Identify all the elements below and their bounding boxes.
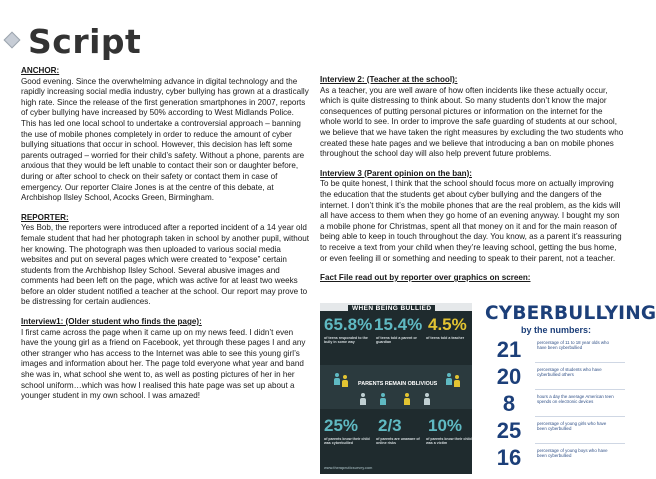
stat-value: 25% xyxy=(324,416,359,435)
anchor-heading: ANCHOR: xyxy=(21,66,60,75)
number-caption: percentage of 11 to 18 year olds who have been cyberbullied xyxy=(537,340,609,351)
number-value: 16 xyxy=(496,445,522,470)
slide-bullet-icon xyxy=(4,32,21,49)
stat-value: 65.8% xyxy=(324,315,373,334)
parent-figure-icon xyxy=(334,373,340,385)
slide-title: Script xyxy=(28,22,142,61)
number-caption: percentage of young girls who have been cyberbullied xyxy=(537,421,607,432)
stat-caption: of parents know their child was cyberbullied xyxy=(324,437,370,446)
child-figure-icon xyxy=(404,393,410,405)
stat-value: 4.5% xyxy=(428,315,467,334)
stat-caption: of parents are unaware of online risks xyxy=(376,437,420,446)
parents-band xyxy=(320,365,472,409)
child-figure-icon xyxy=(424,393,430,405)
row-divider xyxy=(535,416,625,417)
right-column xyxy=(320,75,625,293)
anchor-section xyxy=(21,66,309,204)
fact-file-section xyxy=(320,273,625,284)
stat-caption: of parents know their child was a victim xyxy=(426,437,472,446)
interview2-section xyxy=(320,75,625,160)
interview3-text: To be quite honest, I think that the school should focus more on actually improving the education that the students get about cyber bullying and the dangers of the internet. I don’t think it’s the mobile phones that are the real problem, as the kids will all have access to them when they go home of an evening anyway. I bought my son a mobile phone for Christmas, spent all that money on it and for the main reason of being able to keep in touch throughout the day. You know, as a parent it’s reassuring to receive a text from your child when they’re leaving school, getting the bus home, or even feeling ill or something and needing to speak to their parent, not a teacher. xyxy=(320,179,622,263)
fact-file-heading: Fact File read out by reporter over graphics on screen: xyxy=(320,273,531,283)
number-caption: hours a day the average American teen spends on electronic devices xyxy=(537,394,614,405)
cyberbullying-subtitle: by the numbers: xyxy=(521,325,592,335)
number-value: 21 xyxy=(496,337,522,362)
number-caption: percentage of young boys who have been cyberbullied xyxy=(537,448,608,459)
parent-figure-icon xyxy=(454,375,460,387)
stat-caption: of teens told a parent or guardian xyxy=(376,336,417,345)
parent-figure-icon xyxy=(342,375,348,387)
cyberbullying-title: CYBERBULLYING xyxy=(485,303,656,324)
parents-label: PARENTS REMAIN OBLIVIOUS xyxy=(358,381,438,387)
interview3-section xyxy=(320,169,625,264)
infographic-header: WHEN BEING BULLIED xyxy=(348,305,435,312)
bullying-infographic xyxy=(320,303,472,474)
stat-caption: of teens told a teacher xyxy=(426,336,465,340)
stat-value: 2/3 xyxy=(378,416,402,435)
row-divider xyxy=(535,389,625,390)
reporter-text: Yes Bob, the reporters were introduced after a reported incident of a 14 year old female student that had her photograph taken in school by another pupil, without her knowing. The photograph was then uploaded to various social media websites and put on several pages which were created to “expose” certain students from the Archbishop Ilsley School. Several abusive images and comments had been left on the page, which was active for at least two weeks before an older student notified a teacher at the school. Our report may prove to be distressing for certain audiences. xyxy=(21,223,309,307)
number-value: 8 xyxy=(502,391,516,416)
interview2-heading: Interview 2: (Teacher at the school): xyxy=(320,75,458,84)
interview2-text: As a teacher, you are well aware of how often incidents like these actually occur, which is quite distressing to think about. So many students don’t know the major consequences of putting personal pictures or information on the internet for the whole world to see. In order to improve the safe guarding of students at our school, we believe that we have taken the right measures by excluding the two students who created these hate pages and we believe that introducing a ban on mobile phones throughout the school day will also help prevent future problems. xyxy=(320,85,624,159)
left-column xyxy=(21,66,309,411)
stat-value: 10% xyxy=(428,416,463,435)
infographic-credit: www.therapeuticsurvey.com xyxy=(324,466,373,470)
child-figure-icon xyxy=(360,393,366,405)
row-divider xyxy=(535,362,625,363)
row-divider xyxy=(535,443,625,444)
reporter-section xyxy=(21,213,309,308)
number-value: 20 xyxy=(496,364,522,389)
interview3-heading: Interview 3 (Parent opinion on the ban): xyxy=(320,168,472,178)
number-value: 25 xyxy=(496,418,522,443)
interview1-text: I first came across the page when it came up on my news feed. I didn’t even have the young girl as a friend on Facebook, yet through these pages I and any other stranger who has access to the Internet was able to see this young girl’s images and information about her. The page told everyone what year and band she was in, what school she went to, as well as posting pictures of her in her school uniform…which was how I realised this hate page was set up about a younger student in my own school. I was amazed! xyxy=(21,327,306,401)
anchor-text: Good evening. Since the overwhelming advance in digital technology and the rapidly increasing social media industry, cyber bullying has grown at a drastically high rate. Since the release of the first generation smartphones in 2007, reports of cyber bullying have increased by 50% according to West Midlands Police. This has led one local school to undertake a controversial approach – banning the use of mobile phones completely in order to reduce the amount of cyber bullying situations that occur in school. However, this decision has left some parents outraged – worried for their child’s safety. Without a phone, parents are anxious that they would be left unable to contact their son or daughter before, during or after school to check on their safety or contact them in case of emergency. Our reporter Claire Jones is at the centre of this debate, at Archbishop Ilsley School, Acocks Green, Birmingham. xyxy=(21,76,309,203)
interview1-heading: Interview1: (Older student who finds the page): xyxy=(21,317,202,327)
number-caption: percentage of students who have cyberbullied others xyxy=(537,367,602,378)
stat-value: 15.4% xyxy=(374,315,423,334)
stat-caption: of teens responded to the bully in some way xyxy=(324,336,368,345)
reporter-heading: REPORTER: xyxy=(21,212,69,222)
child-figure-icon xyxy=(380,393,386,405)
cyberbullying-numbers-infographic xyxy=(481,303,656,474)
interview1-section xyxy=(21,317,309,402)
parent-figure-icon xyxy=(446,373,452,385)
